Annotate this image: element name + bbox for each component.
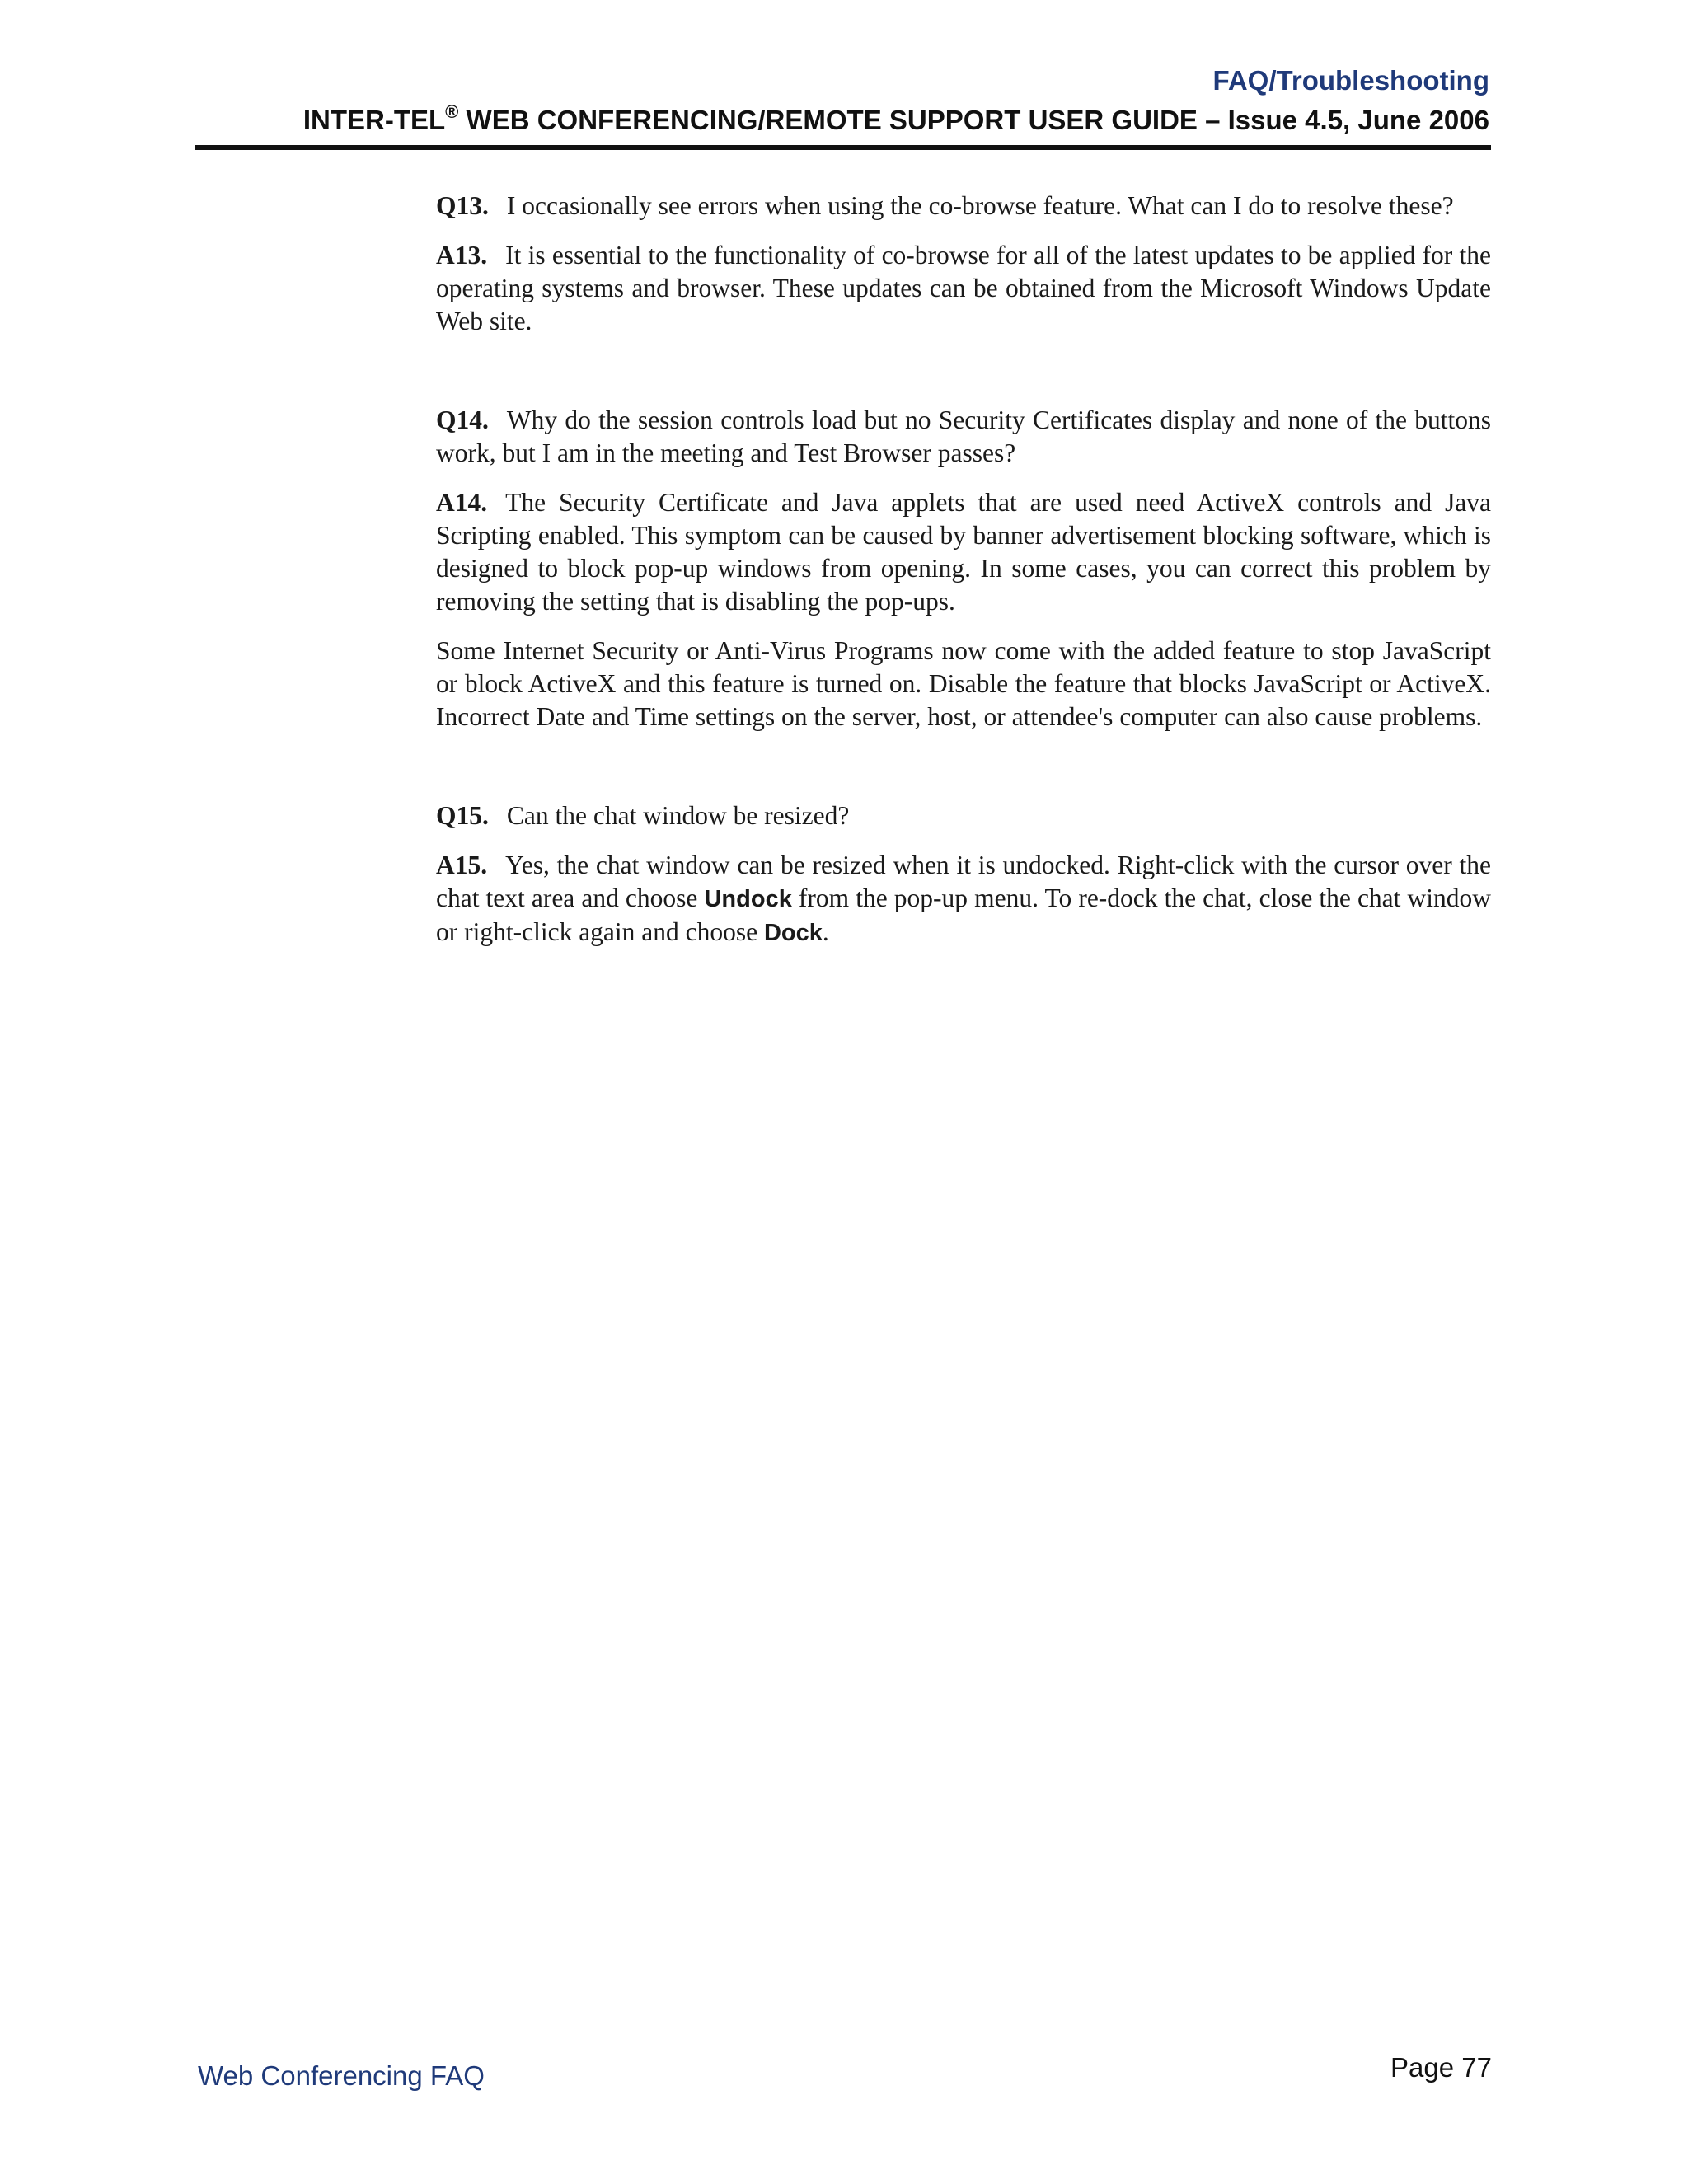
answer-text: The Security Certificate and Java applets that are used need ActiveX controls and Java Scripting enabled. This symptom can be caused by banner advertisement blocking software, which is designed to block pop-up windows from opening. In some cases, you can correct this problem by removing the setting that is disabling the pop-ups. (436, 488, 1491, 616)
answer-14 (436, 486, 1491, 618)
undock-menu-term: Undock (704, 886, 792, 912)
brand-name: INTER-TEL (302, 105, 446, 135)
answer-label: A15. (436, 851, 488, 879)
faq-content (436, 190, 1491, 966)
answer-13 (436, 239, 1491, 338)
page-number: Page 77 (1390, 2052, 1492, 2083)
answer-15 (436, 849, 1491, 949)
answer-14-continued: Some Internet Security or Anti-Virus Programs now come with the added feature to stop JavaScript or block ActiveX and this feature is turned on. Disable the feature that blocks JavaScript or ActiveX. Incorrect Date and Time settings on the server, host, or attendee's computer can also cause problems. (436, 636, 1491, 731)
registered-mark: ® (445, 101, 459, 122)
question-text: Why do the session controls load but no Security Certificates display and none of the buttons work, but I am in the meeting and Test Browser passes? (436, 405, 1491, 467)
footer-chapter-title: Web Conferencing FAQ (198, 2060, 485, 2091)
page-header (195, 64, 1489, 137)
answer-label: A14. (436, 488, 488, 517)
answer-text: It is essential to the functionality of co-browse for all of the latest updates to be applied for the operating systems and browser. These updates can be obtained from the Microsoft Windows Update Web site. (436, 241, 1491, 335)
answer-text-part1: Yes, the chat window can be resized when it is undocked. Right-click with the cursor over the chat text area and choose (436, 851, 1491, 912)
guide-title-rest: WEB CONFERENCING/REMOTE SUPPORT USER GUIDE – Issue 4.5, June 2006 (458, 105, 1489, 135)
section-title: FAQ/Troubleshooting (1212, 65, 1489, 96)
question-label: Q14. (436, 405, 489, 434)
question-text: Can the chat window be resized? (506, 801, 850, 830)
header-divider (195, 145, 1491, 150)
question-text: I occasionally see errors when using the co-browse feature. What can I do to resolve these? (506, 191, 1454, 220)
dock-menu-term: Dock (763, 920, 823, 946)
question-14 (436, 404, 1491, 470)
question-label: Q13. (436, 191, 489, 220)
answer-text-part3: . (822, 917, 829, 946)
guide-title (195, 101, 1489, 137)
answer-text-part2: from the pop-up menu. To re-dock the chat, close the chat window or right-click again and choose (436, 883, 1491, 946)
question-13 (436, 190, 1491, 223)
answer-label: A13. (436, 241, 488, 269)
question-15 (436, 799, 1491, 832)
question-label: Q15. (436, 801, 489, 830)
